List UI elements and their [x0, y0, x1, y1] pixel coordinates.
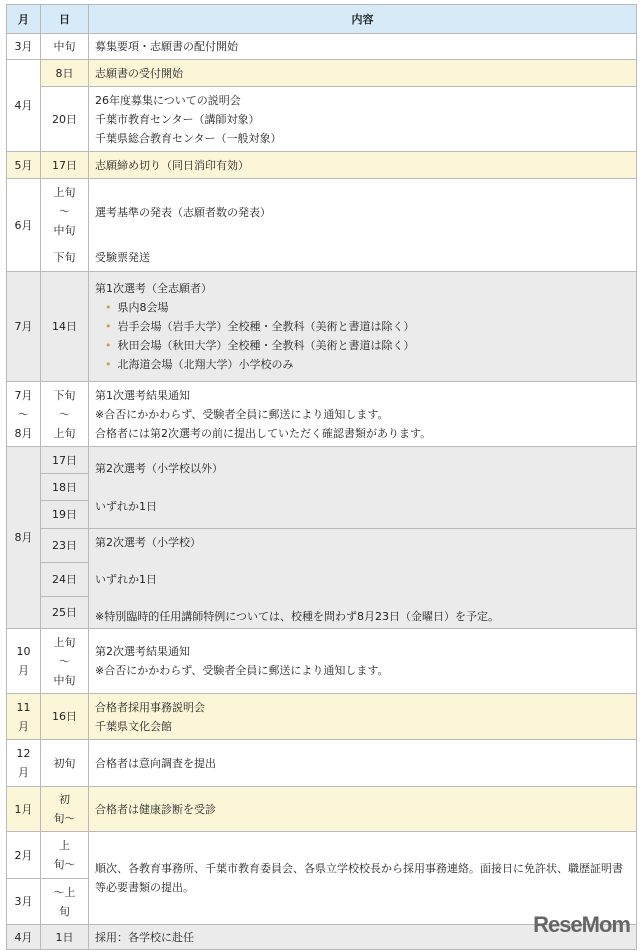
- table-row: [7, 832, 637, 879]
- m: 月: [18, 766, 29, 779]
- list-item: • 岩手会場（岩手大学）全校種・全教科（美術と書道は除く）: [105, 317, 630, 336]
- month-cell: 1月: [7, 787, 41, 832]
- table-row: [7, 179, 637, 272]
- d: 旬〜: [53, 858, 76, 871]
- content-cell: [89, 382, 637, 447]
- month-cell: 4月: [7, 60, 41, 152]
- m: 〜: [18, 407, 29, 421]
- content-cell: 志願締め切り（同日消印有効）: [89, 152, 637, 179]
- schedule-table: [6, 4, 637, 950]
- line: 千葉市教育センター（講師対象）: [95, 112, 260, 126]
- list-item: • 県内8会場: [105, 298, 630, 317]
- table-row: [7, 152, 637, 179]
- day-cell: 8日: [41, 60, 89, 87]
- table-row: [7, 629, 637, 694]
- d: 初: [59, 793, 70, 806]
- d: 下旬: [53, 388, 76, 402]
- line: 合格者には第2次選考の前に提出していただく確認書類があります。: [95, 426, 432, 440]
- m: 11: [16, 700, 31, 714]
- day: 下旬: [53, 251, 76, 264]
- line: 千葉県総合教育センター（一般対象）: [95, 131, 282, 145]
- content-cell: [89, 629, 637, 694]
- day-cell: 17日: [41, 152, 89, 179]
- table-row: [7, 34, 637, 60]
- day-cell: [41, 879, 89, 925]
- header-row: [7, 5, 637, 34]
- header-content: 内容: [89, 5, 637, 34]
- month-cell: [7, 629, 41, 694]
- m: 7月: [14, 388, 33, 402]
- resemom-watermark-logo: ReseMom: [533, 912, 630, 937]
- content-cell: [89, 694, 637, 740]
- d: 旬: [59, 904, 70, 918]
- venue-list: [95, 298, 630, 374]
- content-cell: 志願書の受付開始: [89, 60, 637, 87]
- header-day: 日: [41, 5, 89, 34]
- header-month: 月: [7, 5, 41, 34]
- table-row: [7, 740, 637, 787]
- m: 10: [16, 645, 31, 658]
- d: 中旬: [53, 673, 76, 687]
- content-cell: 募集要項・志願書の配付開始: [89, 34, 637, 60]
- line: ※合否にかかわらず、受験者全員に郵送により通知します。: [95, 664, 389, 677]
- table-row: [7, 87, 637, 152]
- day-cell: 19日: [41, 501, 89, 529]
- day-cell: [41, 787, 89, 832]
- content-cell: [89, 272, 637, 382]
- day: 〜: [59, 205, 70, 218]
- d: 〜上: [53, 885, 76, 899]
- line: いずれか1日: [95, 500, 157, 513]
- day-cell: 24日: [41, 563, 89, 597]
- line: 第1次選考結果通知: [95, 388, 190, 402]
- d: 上旬: [53, 426, 76, 440]
- month-cell: 2月: [7, 832, 41, 879]
- content-cell: [89, 447, 637, 529]
- day-cell: 17日: [41, 447, 89, 474]
- d: 〜: [59, 654, 70, 668]
- month-cell: 5月: [7, 152, 41, 179]
- content-cell: 合格者は意向調査を提出: [89, 740, 637, 787]
- content-cell: [95, 183, 630, 267]
- table-row: [7, 529, 637, 563]
- day-cell: 16日: [41, 694, 89, 740]
- d: 〜: [59, 407, 70, 421]
- month-cell: 4月: [7, 925, 41, 950]
- month-cell: 7月: [7, 272, 41, 382]
- month-cell: [7, 740, 41, 787]
- day-cell: 14日: [41, 272, 89, 382]
- day-cell: 20日: [41, 87, 89, 152]
- table-row: [7, 60, 637, 87]
- content-cell: 順次、各教育事務所、千葉市教育委員会、各県立学校校長から採用事務連絡。面接日に免許状、職歴証明書等必要書類の提出。: [89, 832, 637, 925]
- line: いずれか1日: [95, 573, 157, 586]
- day-cell: 25日: [41, 597, 89, 629]
- day-cell: 中旬: [41, 34, 89, 60]
- month-cell: [7, 694, 41, 740]
- content-cell: 合格者は健康診断を受診: [89, 787, 637, 832]
- month-cell: 6月: [7, 179, 41, 272]
- content-cell: [89, 87, 637, 152]
- m: 月: [18, 664, 29, 677]
- month-cell: 8月: [7, 447, 41, 629]
- table-row: [7, 272, 637, 382]
- line: 第2次選考（小学校以外）: [95, 462, 223, 475]
- table-row: [7, 382, 637, 447]
- line: 26年度募集についての説明会: [95, 93, 241, 107]
- table-row: [7, 694, 637, 740]
- line: 第2次選考結果通知: [95, 645, 190, 658]
- line: 合格者採用事務説明会: [95, 700, 205, 714]
- line: ※特別臨時的任用講師特例については、校種を問わず8月23日（金曜日）を予定。: [95, 610, 499, 623]
- m: 月: [18, 719, 29, 733]
- line: 選考基準の発表（志願者数の発表）: [95, 206, 271, 219]
- line: 受験票発送: [95, 251, 150, 264]
- line: 第2次選考（小学校）: [95, 536, 201, 549]
- line: 第1次選考（全志願者）: [95, 282, 212, 295]
- day-cell: 1日: [41, 925, 89, 950]
- d: 旬〜: [53, 812, 76, 825]
- m: 12: [16, 747, 31, 760]
- content-cell: [89, 529, 637, 629]
- day-cell: [41, 382, 89, 447]
- content-cell: 採用：各学校に赴任: [89, 925, 637, 950]
- day-cell: [41, 832, 89, 879]
- day: 上旬: [53, 186, 76, 199]
- month-cell: 3月: [7, 34, 41, 60]
- line: 千葉県文化会館: [95, 719, 172, 733]
- list-item: • 秋田会場（秋田大学）全校種・全教科（美術と書道は除く）: [105, 336, 630, 355]
- day-cell: 23日: [41, 529, 89, 563]
- m: 8月: [14, 426, 33, 440]
- day-cell: 18日: [41, 474, 89, 501]
- month-cell: [7, 382, 41, 447]
- table-row: [7, 787, 637, 832]
- list-item: • 北海道会場（北翔大学）小学校のみ: [105, 355, 630, 374]
- day-cell: [43, 183, 86, 267]
- month-cell: 3月: [7, 879, 41, 925]
- table-row: [7, 447, 637, 474]
- d: 上旬: [53, 635, 76, 649]
- day: 中旬: [53, 224, 76, 237]
- d: 上: [59, 839, 70, 852]
- line: ※合否にかかわらず、受験者全員に郵送により通知します。: [95, 407, 389, 421]
- day-cell: 初旬: [41, 740, 89, 787]
- day-cell: [41, 629, 89, 694]
